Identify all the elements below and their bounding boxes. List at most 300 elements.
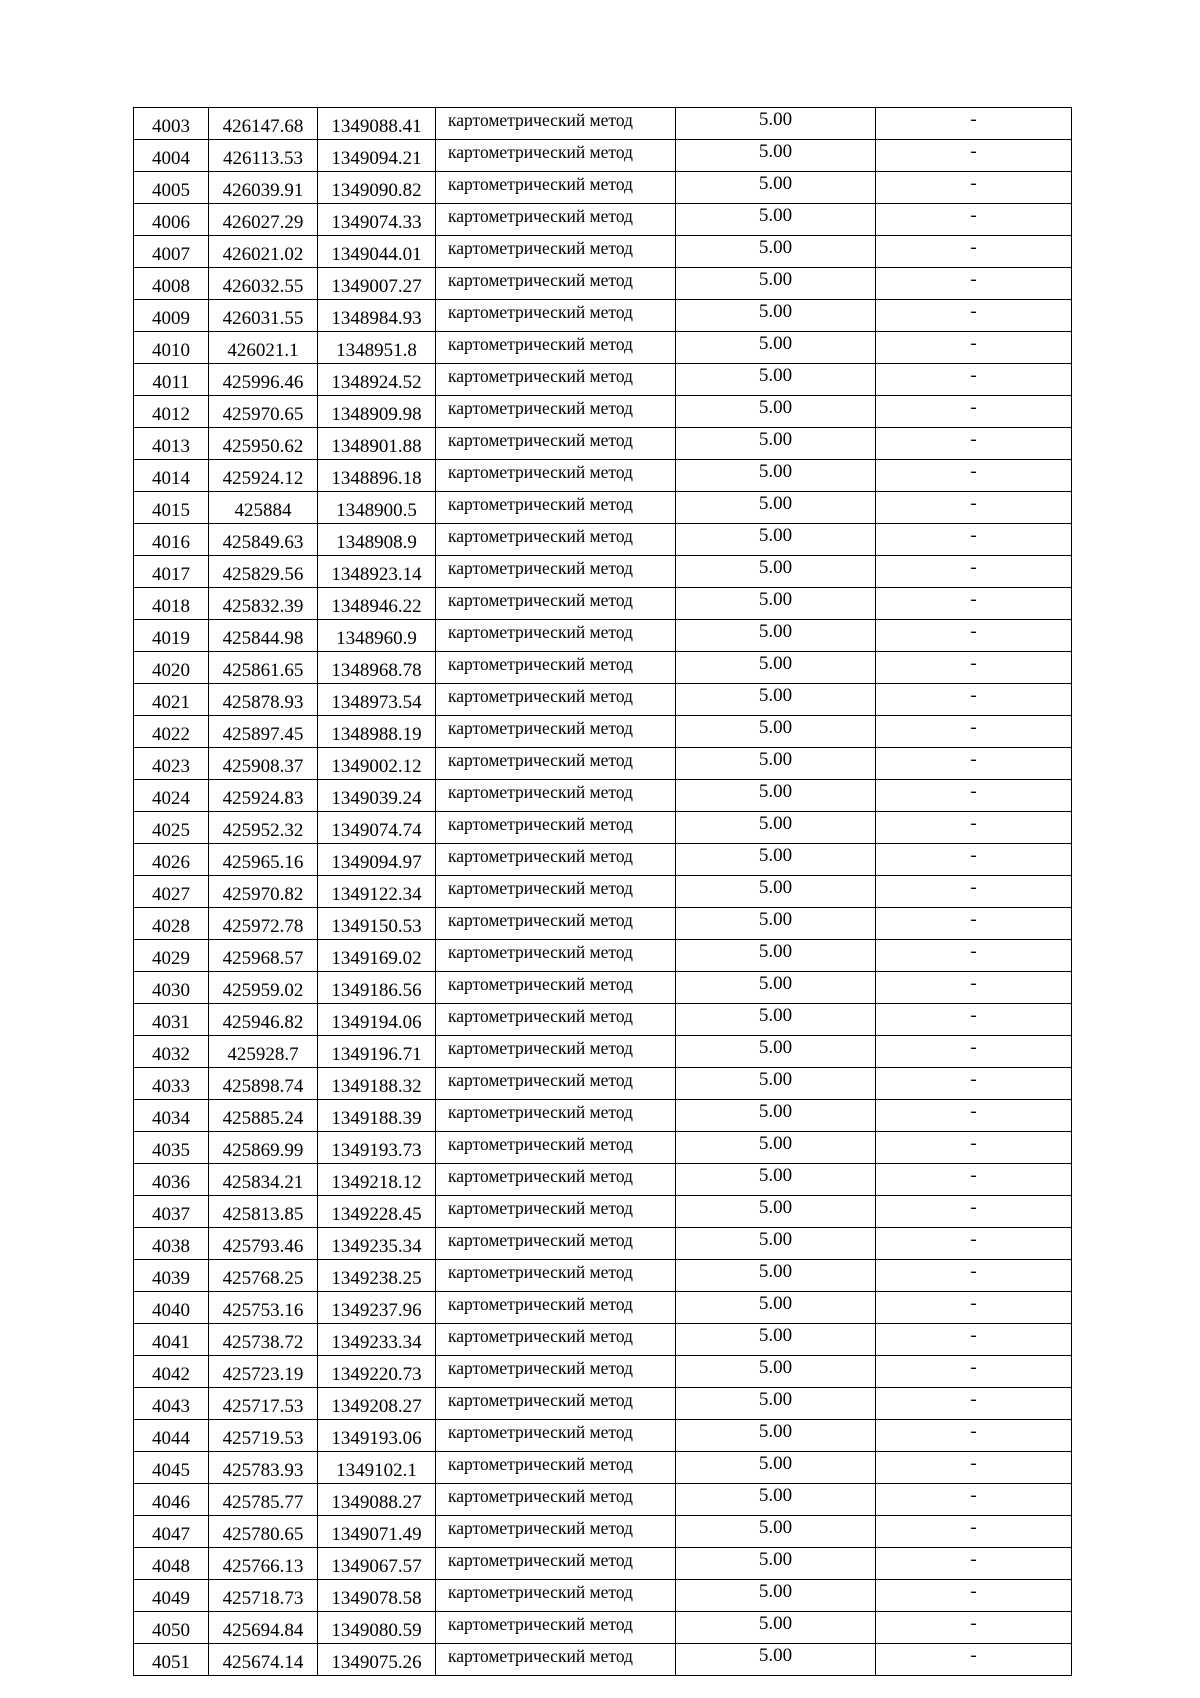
- y-coordinate-cell: 1349150.53: [318, 908, 436, 940]
- table-row: [134, 1260, 1072, 1292]
- x-coordinate-cell: 425829.56: [209, 556, 318, 588]
- y-coordinate-cell: 1348900.5: [318, 492, 436, 524]
- point-number-cell: 4006: [134, 204, 209, 236]
- table-row: [134, 780, 1072, 812]
- description-cell: -: [876, 908, 1072, 940]
- x-coordinate-cell: 426021.02: [209, 236, 318, 268]
- description-cell: -: [876, 940, 1072, 972]
- x-coordinate-cell: 425950.62: [209, 428, 318, 460]
- point-number-cell: 4047: [134, 1516, 209, 1548]
- description-cell: -: [876, 780, 1072, 812]
- description-cell: -: [876, 684, 1072, 716]
- precision-cell: 5.00: [676, 1580, 876, 1612]
- description-cell: -: [876, 428, 1072, 460]
- x-coordinate-cell: 426039.91: [209, 172, 318, 204]
- y-coordinate-cell: 1348923.14: [318, 556, 436, 588]
- y-coordinate-cell: 1349235.34: [318, 1228, 436, 1260]
- precision-cell: 5.00: [676, 396, 876, 428]
- description-cell: -: [876, 1164, 1072, 1196]
- point-number-cell: 4023: [134, 748, 209, 780]
- table-row: [134, 1420, 1072, 1452]
- point-number-cell: 4008: [134, 268, 209, 300]
- x-coordinate-cell: 425952.32: [209, 812, 318, 844]
- method-cell: картометрический метод: [436, 1580, 676, 1612]
- table-row: [134, 1100, 1072, 1132]
- y-coordinate-cell: 1349220.73: [318, 1356, 436, 1388]
- description-cell: -: [876, 972, 1072, 1004]
- y-coordinate-cell: 1349007.27: [318, 268, 436, 300]
- table-row: [134, 140, 1072, 172]
- x-coordinate-cell: 426021.1: [209, 332, 318, 364]
- table-row: [134, 908, 1072, 940]
- x-coordinate-cell: 425768.25: [209, 1260, 318, 1292]
- point-number-cell: 4015: [134, 492, 209, 524]
- precision-cell: 5.00: [676, 1196, 876, 1228]
- x-coordinate-cell: 425972.78: [209, 908, 318, 940]
- table-row: [134, 1292, 1072, 1324]
- point-number-cell: 4019: [134, 620, 209, 652]
- precision-cell: 5.00: [676, 1324, 876, 1356]
- y-coordinate-cell: 1349071.49: [318, 1516, 436, 1548]
- description-cell: -: [876, 1068, 1072, 1100]
- precision-cell: 5.00: [676, 332, 876, 364]
- method-cell: картометрический метод: [436, 1324, 676, 1356]
- y-coordinate-cell: 1349075.26: [318, 1644, 436, 1676]
- x-coordinate-cell: 425832.39: [209, 588, 318, 620]
- precision-cell: 5.00: [676, 1164, 876, 1196]
- description-cell: -: [876, 588, 1072, 620]
- method-cell: картометрический метод: [436, 1164, 676, 1196]
- y-coordinate-cell: 1349090.82: [318, 172, 436, 204]
- x-coordinate-cell: 425813.85: [209, 1196, 318, 1228]
- description-cell: -: [876, 460, 1072, 492]
- table-row: [134, 588, 1072, 620]
- description-cell: -: [876, 1580, 1072, 1612]
- point-number-cell: 4051: [134, 1644, 209, 1676]
- precision-cell: 5.00: [676, 716, 876, 748]
- table-row: [134, 1484, 1072, 1516]
- point-number-cell: 4021: [134, 684, 209, 716]
- precision-cell: 5.00: [676, 1132, 876, 1164]
- table-row: [134, 460, 1072, 492]
- point-number-cell: 4041: [134, 1324, 209, 1356]
- method-cell: картометрический метод: [436, 876, 676, 908]
- precision-cell: 5.00: [676, 1292, 876, 1324]
- x-coordinate-cell: 425717.53: [209, 1388, 318, 1420]
- description-cell: -: [876, 1292, 1072, 1324]
- x-coordinate-cell: 425793.46: [209, 1228, 318, 1260]
- method-cell: картометрический метод: [436, 1388, 676, 1420]
- y-coordinate-cell: 1348924.52: [318, 364, 436, 396]
- x-coordinate-cell: 425694.84: [209, 1612, 318, 1644]
- point-number-cell: 4018: [134, 588, 209, 620]
- method-cell: картометрический метод: [436, 1356, 676, 1388]
- method-cell: картометрический метод: [436, 748, 676, 780]
- description-cell: -: [876, 716, 1072, 748]
- precision-cell: 5.00: [676, 652, 876, 684]
- table-row: [134, 1580, 1072, 1612]
- method-cell: картометрический метод: [436, 1484, 676, 1516]
- method-cell: картометрический метод: [436, 364, 676, 396]
- point-number-cell: 4010: [134, 332, 209, 364]
- method-cell: картометрический метод: [436, 172, 676, 204]
- y-coordinate-cell: 1349169.02: [318, 940, 436, 972]
- y-coordinate-cell: 1348984.93: [318, 300, 436, 332]
- x-coordinate-cell: 425898.74: [209, 1068, 318, 1100]
- point-number-cell: 4016: [134, 524, 209, 556]
- coordinates-table: [133, 107, 1072, 1676]
- point-number-cell: 4043: [134, 1388, 209, 1420]
- description-cell: -: [876, 1644, 1072, 1676]
- method-cell: картометрический метод: [436, 492, 676, 524]
- method-cell: картометрический метод: [436, 1516, 676, 1548]
- point-number-cell: 4040: [134, 1292, 209, 1324]
- method-cell: картометрический метод: [436, 268, 676, 300]
- method-cell: картометрический метод: [436, 812, 676, 844]
- point-number-cell: 4036: [134, 1164, 209, 1196]
- y-coordinate-cell: 1348973.54: [318, 684, 436, 716]
- precision-cell: 5.00: [676, 140, 876, 172]
- point-number-cell: 4027: [134, 876, 209, 908]
- table-row: [134, 428, 1072, 460]
- precision-cell: 5.00: [676, 1228, 876, 1260]
- precision-cell: 5.00: [676, 780, 876, 812]
- description-cell: -: [876, 332, 1072, 364]
- x-coordinate-cell: 425719.53: [209, 1420, 318, 1452]
- point-number-cell: 4025: [134, 812, 209, 844]
- description-cell: -: [876, 1324, 1072, 1356]
- method-cell: картометрический метод: [436, 716, 676, 748]
- y-coordinate-cell: 1349218.12: [318, 1164, 436, 1196]
- x-coordinate-cell: 426113.53: [209, 140, 318, 172]
- point-number-cell: 4017: [134, 556, 209, 588]
- description-cell: -: [876, 396, 1072, 428]
- y-coordinate-cell: 1349088.41: [318, 108, 436, 140]
- y-coordinate-cell: 1349238.25: [318, 1260, 436, 1292]
- table-row: [134, 236, 1072, 268]
- y-coordinate-cell: 1348951.8: [318, 332, 436, 364]
- precision-cell: 5.00: [676, 908, 876, 940]
- y-coordinate-cell: 1349228.45: [318, 1196, 436, 1228]
- x-coordinate-cell: 425674.14: [209, 1644, 318, 1676]
- precision-cell: 5.00: [676, 972, 876, 1004]
- precision-cell: 5.00: [676, 492, 876, 524]
- table-row: [134, 1388, 1072, 1420]
- method-cell: картометрический метод: [436, 620, 676, 652]
- description-cell: -: [876, 1196, 1072, 1228]
- precision-cell: 5.00: [676, 1612, 876, 1644]
- precision-cell: 5.00: [676, 748, 876, 780]
- precision-cell: 5.00: [676, 428, 876, 460]
- description-cell: -: [876, 1420, 1072, 1452]
- description-cell: -: [876, 1484, 1072, 1516]
- precision-cell: 5.00: [676, 812, 876, 844]
- point-number-cell: 4037: [134, 1196, 209, 1228]
- precision-cell: 5.00: [676, 460, 876, 492]
- table-row: [134, 1228, 1072, 1260]
- table-row: [134, 844, 1072, 876]
- method-cell: картометрический метод: [436, 1132, 676, 1164]
- x-coordinate-cell: 425965.16: [209, 844, 318, 876]
- precision-cell: 5.00: [676, 1644, 876, 1676]
- table-row: [134, 1612, 1072, 1644]
- point-number-cell: 4049: [134, 1580, 209, 1612]
- method-cell: картометрический метод: [436, 332, 676, 364]
- x-coordinate-cell: 425780.65: [209, 1516, 318, 1548]
- y-coordinate-cell: 1349193.73: [318, 1132, 436, 1164]
- y-coordinate-cell: 1349088.27: [318, 1484, 436, 1516]
- method-cell: картометрический метод: [436, 588, 676, 620]
- point-number-cell: 4045: [134, 1452, 209, 1484]
- table-row: [134, 268, 1072, 300]
- point-number-cell: 4032: [134, 1036, 209, 1068]
- description-cell: -: [876, 1356, 1072, 1388]
- x-coordinate-cell: 425924.83: [209, 780, 318, 812]
- precision-cell: 5.00: [676, 620, 876, 652]
- method-cell: картометрический метод: [436, 972, 676, 1004]
- description-cell: -: [876, 204, 1072, 236]
- y-coordinate-cell: 1348960.9: [318, 620, 436, 652]
- point-number-cell: 4005: [134, 172, 209, 204]
- y-coordinate-cell: 1348968.78: [318, 652, 436, 684]
- table-row: [134, 1164, 1072, 1196]
- y-coordinate-cell: 1349188.39: [318, 1100, 436, 1132]
- precision-cell: 5.00: [676, 1068, 876, 1100]
- point-number-cell: 4026: [134, 844, 209, 876]
- method-cell: картометрический метод: [436, 844, 676, 876]
- table-row: [134, 716, 1072, 748]
- table-row: [134, 1196, 1072, 1228]
- y-coordinate-cell: 1349193.06: [318, 1420, 436, 1452]
- table-row: [134, 364, 1072, 396]
- description-cell: -: [876, 652, 1072, 684]
- x-coordinate-cell: 425849.63: [209, 524, 318, 556]
- precision-cell: 5.00: [676, 588, 876, 620]
- precision-cell: 5.00: [676, 204, 876, 236]
- description-cell: -: [876, 620, 1072, 652]
- description-cell: -: [876, 1452, 1072, 1484]
- x-coordinate-cell: 425928.7: [209, 1036, 318, 1068]
- description-cell: -: [876, 268, 1072, 300]
- method-cell: картометрический метод: [436, 684, 676, 716]
- y-coordinate-cell: 1349080.59: [318, 1612, 436, 1644]
- method-cell: картометрический метод: [436, 460, 676, 492]
- table-row: [134, 652, 1072, 684]
- point-number-cell: 4048: [134, 1548, 209, 1580]
- method-cell: картометрический метод: [436, 940, 676, 972]
- method-cell: картометрический метод: [436, 108, 676, 140]
- description-cell: -: [876, 364, 1072, 396]
- description-cell: -: [876, 1036, 1072, 1068]
- table-row: [134, 556, 1072, 588]
- method-cell: картометрический метод: [436, 1260, 676, 1292]
- method-cell: картометрический метод: [436, 204, 676, 236]
- x-coordinate-cell: 426031.55: [209, 300, 318, 332]
- y-coordinate-cell: 1349208.27: [318, 1388, 436, 1420]
- point-number-cell: 4009: [134, 300, 209, 332]
- precision-cell: 5.00: [676, 108, 876, 140]
- table-row: [134, 1068, 1072, 1100]
- x-coordinate-cell: 425861.65: [209, 652, 318, 684]
- description-cell: -: [876, 300, 1072, 332]
- point-number-cell: 4039: [134, 1260, 209, 1292]
- y-coordinate-cell: 1349196.71: [318, 1036, 436, 1068]
- point-number-cell: 4022: [134, 716, 209, 748]
- x-coordinate-cell: 425723.19: [209, 1356, 318, 1388]
- method-cell: картометрический метод: [436, 1292, 676, 1324]
- method-cell: картометрический метод: [436, 524, 676, 556]
- x-coordinate-cell: 425924.12: [209, 460, 318, 492]
- point-number-cell: 4034: [134, 1100, 209, 1132]
- table-row: [134, 1004, 1072, 1036]
- y-coordinate-cell: 1349074.33: [318, 204, 436, 236]
- y-coordinate-cell: 1349039.24: [318, 780, 436, 812]
- table-row: [134, 876, 1072, 908]
- x-coordinate-cell: 425908.37: [209, 748, 318, 780]
- table-row: [134, 332, 1072, 364]
- x-coordinate-cell: 426147.68: [209, 108, 318, 140]
- description-cell: -: [876, 1260, 1072, 1292]
- method-cell: картометрический метод: [436, 556, 676, 588]
- point-number-cell: 4038: [134, 1228, 209, 1260]
- x-coordinate-cell: 425959.02: [209, 972, 318, 1004]
- x-coordinate-cell: 426032.55: [209, 268, 318, 300]
- y-coordinate-cell: 1348909.98: [318, 396, 436, 428]
- point-number-cell: 4020: [134, 652, 209, 684]
- point-number-cell: 4030: [134, 972, 209, 1004]
- y-coordinate-cell: 1349102.1: [318, 1452, 436, 1484]
- description-cell: -: [876, 1388, 1072, 1420]
- y-coordinate-cell: 1349237.96: [318, 1292, 436, 1324]
- precision-cell: 5.00: [676, 1004, 876, 1036]
- precision-cell: 5.00: [676, 1388, 876, 1420]
- y-coordinate-cell: 1348908.9: [318, 524, 436, 556]
- method-cell: картометрический метод: [436, 1196, 676, 1228]
- y-coordinate-cell: 1349044.01: [318, 236, 436, 268]
- method-cell: картометрический метод: [436, 1100, 676, 1132]
- method-cell: картометрический метод: [436, 1036, 676, 1068]
- method-cell: картометрический метод: [436, 428, 676, 460]
- description-cell: -: [876, 236, 1072, 268]
- point-number-cell: 4046: [134, 1484, 209, 1516]
- x-coordinate-cell: 425897.45: [209, 716, 318, 748]
- y-coordinate-cell: 1349122.34: [318, 876, 436, 908]
- x-coordinate-cell: 425885.24: [209, 1100, 318, 1132]
- table-row: [134, 300, 1072, 332]
- method-cell: картометрический метод: [436, 1420, 676, 1452]
- point-number-cell: 4029: [134, 940, 209, 972]
- method-cell: картометрический метод: [436, 1612, 676, 1644]
- method-cell: картометрический метод: [436, 300, 676, 332]
- point-number-cell: 4042: [134, 1356, 209, 1388]
- description-cell: -: [876, 1228, 1072, 1260]
- table-row: [134, 396, 1072, 428]
- description-cell: -: [876, 1100, 1072, 1132]
- x-coordinate-cell: 425970.82: [209, 876, 318, 908]
- precision-cell: 5.00: [676, 1260, 876, 1292]
- table-row: [134, 620, 1072, 652]
- precision-cell: 5.00: [676, 1036, 876, 1068]
- x-coordinate-cell: 425884: [209, 492, 318, 524]
- x-coordinate-cell: 425844.98: [209, 620, 318, 652]
- description-cell: -: [876, 1516, 1072, 1548]
- table-row: [134, 524, 1072, 556]
- x-coordinate-cell: 425738.72: [209, 1324, 318, 1356]
- description-cell: -: [876, 844, 1072, 876]
- table-row: [134, 108, 1072, 140]
- precision-cell: 5.00: [676, 844, 876, 876]
- y-coordinate-cell: 1349094.97: [318, 844, 436, 876]
- description-cell: -: [876, 172, 1072, 204]
- x-coordinate-cell: 425766.13: [209, 1548, 318, 1580]
- point-number-cell: 4024: [134, 780, 209, 812]
- point-number-cell: 4031: [134, 1004, 209, 1036]
- description-cell: -: [876, 140, 1072, 172]
- precision-cell: 5.00: [676, 1484, 876, 1516]
- description-cell: -: [876, 556, 1072, 588]
- x-coordinate-cell: 425785.77: [209, 1484, 318, 1516]
- x-coordinate-cell: 425970.65: [209, 396, 318, 428]
- y-coordinate-cell: 1349094.21: [318, 140, 436, 172]
- table-row: [134, 940, 1072, 972]
- precision-cell: 5.00: [676, 1356, 876, 1388]
- point-number-cell: 4013: [134, 428, 209, 460]
- table-row: [134, 1548, 1072, 1580]
- y-coordinate-cell: 1348946.22: [318, 588, 436, 620]
- point-number-cell: 4035: [134, 1132, 209, 1164]
- y-coordinate-cell: 1348901.88: [318, 428, 436, 460]
- method-cell: картометрический метод: [436, 1644, 676, 1676]
- table-row: [134, 1516, 1072, 1548]
- precision-cell: 5.00: [676, 268, 876, 300]
- x-coordinate-cell: 425753.16: [209, 1292, 318, 1324]
- precision-cell: 5.00: [676, 300, 876, 332]
- table-row: [134, 204, 1072, 236]
- description-cell: -: [876, 1004, 1072, 1036]
- point-number-cell: 4003: [134, 108, 209, 140]
- y-coordinate-cell: 1349194.06: [318, 1004, 436, 1036]
- table-row: [134, 1324, 1072, 1356]
- method-cell: картометрический метод: [436, 140, 676, 172]
- table-row: [134, 1452, 1072, 1484]
- method-cell: картометрический метод: [436, 1228, 676, 1260]
- y-coordinate-cell: 1349233.34: [318, 1324, 436, 1356]
- table-row: [134, 972, 1072, 1004]
- table-row: [134, 172, 1072, 204]
- method-cell: картометрический метод: [436, 908, 676, 940]
- point-number-cell: 4028: [134, 908, 209, 940]
- table-row: [134, 1036, 1072, 1068]
- precision-cell: 5.00: [676, 172, 876, 204]
- method-cell: картометрический метод: [436, 396, 676, 428]
- table-row: [134, 748, 1072, 780]
- point-number-cell: 4012: [134, 396, 209, 428]
- precision-cell: 5.00: [676, 1420, 876, 1452]
- method-cell: картометрический метод: [436, 1004, 676, 1036]
- y-coordinate-cell: 1349067.57: [318, 1548, 436, 1580]
- point-number-cell: 4033: [134, 1068, 209, 1100]
- description-cell: -: [876, 876, 1072, 908]
- table-row: [134, 492, 1072, 524]
- method-cell: картометрический метод: [436, 780, 676, 812]
- table-row: [134, 812, 1072, 844]
- precision-cell: 5.00: [676, 1548, 876, 1580]
- description-cell: -: [876, 1548, 1072, 1580]
- x-coordinate-cell: 425783.93: [209, 1452, 318, 1484]
- y-coordinate-cell: 1349074.74: [318, 812, 436, 844]
- x-coordinate-cell: 425968.57: [209, 940, 318, 972]
- precision-cell: 5.00: [676, 684, 876, 716]
